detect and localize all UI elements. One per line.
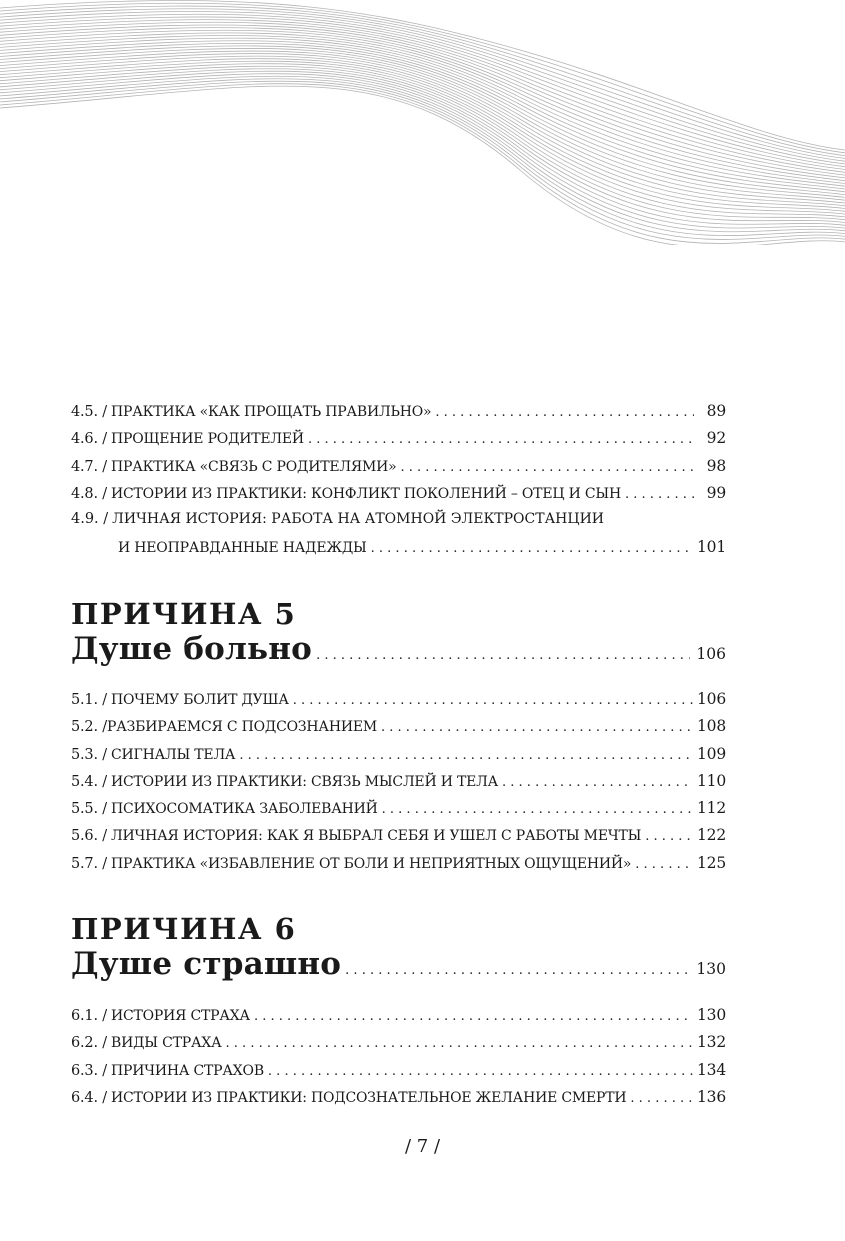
toc-entry[interactable] bbox=[71, 1088, 726, 1115]
dot-leader bbox=[435, 405, 694, 420]
entry-separator: / bbox=[102, 1062, 107, 1079]
dot-leader bbox=[268, 1064, 693, 1079]
toc-entry-multiline[interactable] bbox=[71, 511, 726, 538]
chapter-cause-label: ПРИЧИНА 5 bbox=[71, 597, 297, 631]
wave-line bbox=[0, 33, 845, 184]
entry-separator: / bbox=[102, 801, 107, 818]
toc-entry[interactable] bbox=[71, 799, 726, 826]
entry-separator: / bbox=[102, 1089, 107, 1106]
entry-number: 4.7. bbox=[71, 458, 98, 475]
entry-number: 5.1. bbox=[71, 692, 98, 708]
dot-leader bbox=[502, 775, 693, 790]
entry-separator: / bbox=[102, 485, 107, 502]
dot-leader bbox=[308, 432, 694, 447]
entry-title: ЛИЧНАЯ ИСТОРИЯ: РАБОТА НА АТОМНОЙ ЭЛЕКТРОСТАНЦИИ bbox=[112, 511, 605, 528]
entry-title: ПРАКТИКА «КАК ПРОЩАТЬ ПРАВИЛЬНО» bbox=[110, 404, 432, 420]
toc-entry[interactable] bbox=[71, 484, 726, 511]
entry-page: 125 bbox=[697, 853, 726, 872]
entry-title-continuation: И НЕОПРАВДАННЫЕ НАДЕЖДЫ bbox=[118, 540, 367, 557]
toc-entry[interactable] bbox=[71, 854, 726, 881]
entry-number: 5.6. bbox=[71, 828, 98, 845]
section-4-entries bbox=[71, 402, 726, 566]
entry-title: ПРИЧИНА СТРАХОВ bbox=[110, 1062, 264, 1079]
entry-title: ИСТОРИИ ИЗ ПРАКТИКИ: КОНФЛИКТ ПОКОЛЕНИЙ – ОТЕЦ И СЫН bbox=[110, 485, 621, 502]
entry-number: 4.5. bbox=[71, 404, 98, 420]
decorative-wave-lines bbox=[0, 0, 845, 245]
dot-leader bbox=[381, 720, 693, 735]
section-5-entries bbox=[71, 690, 726, 881]
wave-line bbox=[0, 30, 845, 180]
entry-title: ПСИХОСОМАТИКА ЗАБОЛЕВАНИЙ bbox=[110, 801, 378, 818]
entry-title: ИСТОРИЯ СТРАХА bbox=[110, 1008, 250, 1024]
wave-line bbox=[0, 86, 845, 245]
wave-line bbox=[0, 59, 845, 212]
entry-page: 112 bbox=[697, 799, 726, 818]
entry-page: 92 bbox=[706, 429, 726, 448]
toc-entry-continuation[interactable] bbox=[71, 538, 726, 565]
toc-entry[interactable] bbox=[71, 1033, 726, 1060]
entry-page: 98 bbox=[706, 456, 726, 475]
dot-leader bbox=[635, 857, 693, 872]
wave-line bbox=[0, 46, 845, 198]
entry-separator: / bbox=[102, 719, 107, 736]
dot-leader bbox=[345, 963, 690, 978]
entry-number: 5.4. bbox=[71, 773, 98, 790]
wave-line bbox=[0, 0, 845, 150]
chapter-title: Душе больно bbox=[71, 631, 313, 667]
wave-line bbox=[0, 61, 845, 214]
entry-separator: / bbox=[102, 431, 107, 448]
entry-title: ПОЧЕМУ БОЛИТ ДУША bbox=[110, 692, 289, 708]
toc-entry[interactable] bbox=[71, 1061, 726, 1088]
entry-page: 101 bbox=[697, 538, 726, 557]
entry-page: 136 bbox=[697, 1087, 726, 1106]
wave-line bbox=[0, 3, 845, 153]
dot-leader bbox=[382, 802, 693, 817]
toc-entry[interactable] bbox=[71, 690, 726, 717]
entry-page: 89 bbox=[706, 402, 726, 420]
toc-entry[interactable] bbox=[71, 745, 726, 772]
entry-number: 5.3. bbox=[71, 746, 98, 763]
entry-separator: / bbox=[102, 692, 107, 708]
entry-title: ПРАКТИКА «ИЗБАВЛЕНИЕ ОТ БОЛИ И НЕПРИЯТНЫХ ОЩУЩЕНИЙ» bbox=[110, 855, 632, 872]
entry-separator: / bbox=[102, 1035, 107, 1052]
dot-leader bbox=[630, 1091, 693, 1106]
chapter-5-heading[interactable] bbox=[71, 597, 726, 669]
dot-leader bbox=[625, 487, 694, 502]
dot-leader bbox=[239, 748, 693, 763]
entry-separator: / bbox=[103, 511, 109, 528]
entry-page: 106 bbox=[697, 690, 726, 708]
entry-page: 132 bbox=[697, 1033, 726, 1052]
entry-number: 5.2. bbox=[71, 719, 98, 736]
entry-page: 122 bbox=[697, 826, 726, 845]
entry-number: 4.8. bbox=[71, 485, 98, 502]
chapter-page: 130 bbox=[696, 960, 726, 978]
entry-title: СИГНАЛЫ ТЕЛА bbox=[110, 746, 236, 763]
chapter-title: Душе страшно bbox=[71, 946, 342, 982]
entry-title: ПРОЩЕНИЕ РОДИТЕЛЕЙ bbox=[110, 431, 304, 448]
toc-entry[interactable] bbox=[71, 772, 726, 799]
entry-page: 108 bbox=[697, 717, 726, 736]
chapter-page: 106 bbox=[696, 645, 726, 663]
entry-title: ВИДЫ СТРАХА bbox=[110, 1035, 222, 1052]
wave-line bbox=[0, 76, 845, 232]
dot-leader bbox=[400, 460, 694, 475]
entry-title: РАЗБИРАЕМСЯ С ПОДСОЗНАНИЕМ bbox=[106, 719, 377, 736]
dot-leader bbox=[316, 648, 690, 663]
entry-number: 5.7. bbox=[71, 855, 98, 872]
chapter-cause-label: ПРИЧИНА 6 bbox=[71, 912, 297, 946]
dot-leader bbox=[254, 1009, 693, 1024]
dot-leader bbox=[371, 541, 693, 556]
entry-page: 134 bbox=[697, 1060, 726, 1079]
toc-entry[interactable] bbox=[71, 402, 726, 429]
entry-title: ИСТОРИИ ИЗ ПРАКТИКИ: ПОДСОЗНАТЕЛЬНОЕ ЖЕЛАНИЕ СМЕРТИ bbox=[110, 1089, 627, 1106]
entry-separator: / bbox=[102, 404, 107, 420]
toc-entry[interactable] bbox=[71, 826, 726, 853]
entry-number: 4.9. bbox=[71, 511, 99, 528]
dot-leader bbox=[645, 829, 693, 844]
entry-page: 110 bbox=[697, 771, 726, 790]
entry-title: ПРАКТИКА «СВЯЗЬ С РОДИТЕЛЯМИ» bbox=[110, 458, 397, 475]
entry-page: 99 bbox=[706, 483, 726, 502]
entry-separator: / bbox=[102, 855, 107, 872]
dot-leader bbox=[226, 1036, 693, 1051]
dot-leader bbox=[293, 693, 693, 708]
wave-line bbox=[0, 36, 845, 187]
wave-line bbox=[0, 38, 845, 189]
toc-entry[interactable] bbox=[71, 457, 726, 484]
entry-number: 6.4. bbox=[71, 1089, 98, 1106]
entry-number: 6.1. bbox=[71, 1008, 98, 1024]
entry-title: ИСТОРИИ ИЗ ПРАКТИКИ: СВЯЗЬ МЫСЛЕЙ И ТЕЛА bbox=[110, 773, 499, 790]
entry-number: 5.5. bbox=[71, 801, 98, 818]
entry-page: 109 bbox=[697, 744, 726, 763]
toc-entry[interactable] bbox=[71, 429, 726, 456]
entry-separator: / bbox=[102, 828, 107, 845]
section-6-entries bbox=[71, 1006, 726, 1115]
entry-separator: / bbox=[102, 1008, 107, 1024]
entry-number: 6.3. bbox=[71, 1062, 98, 1079]
entry-title: ЛИЧНАЯ ИСТОРИЯ: КАК Я ВЫБРАЛ СЕБЯ И УШЕЛ С РАБОТЫ МЕЧТЫ bbox=[110, 828, 642, 845]
entry-number: 6.2. bbox=[71, 1035, 98, 1052]
page-number: / 7 / bbox=[404, 1136, 441, 1157]
toc-entry[interactable] bbox=[71, 717, 726, 744]
entry-page: 130 bbox=[697, 1006, 726, 1024]
wave-line bbox=[0, 20, 845, 170]
chapter-6-heading[interactable] bbox=[71, 912, 726, 984]
entry-number: 4.6. bbox=[71, 431, 98, 448]
entry-separator: / bbox=[102, 773, 107, 790]
entry-separator: / bbox=[102, 458, 107, 475]
wave-line bbox=[0, 66, 845, 220]
toc-entry[interactable] bbox=[71, 1006, 726, 1033]
entry-separator: / bbox=[102, 746, 107, 763]
